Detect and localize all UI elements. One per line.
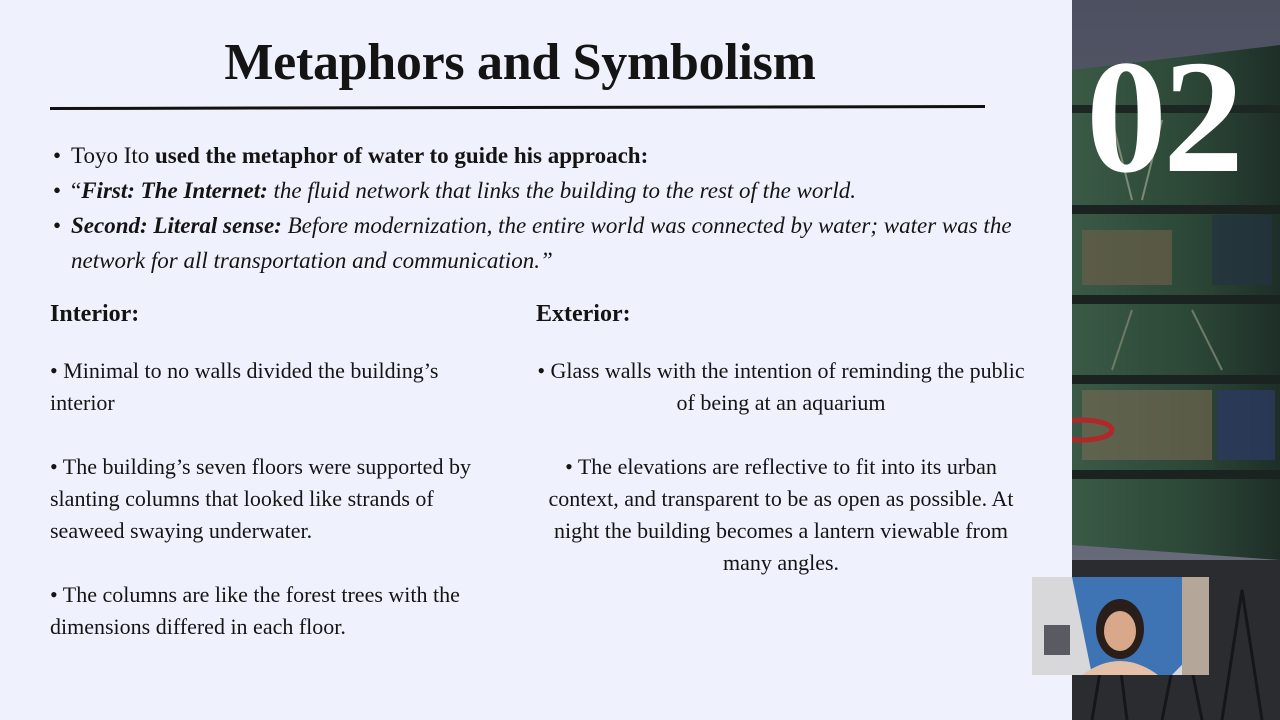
intro-bullets (50, 138, 1040, 278)
first-label: First: The Internet: (81, 178, 268, 203)
bullet-dot: • (53, 143, 62, 168)
interior-point: • Minimal to no walls divided the building’s interior (50, 358, 439, 415)
exterior-point: • The elevations are reflective to fit into its urban context, and transparent to be as open as possible. At night the building becomes a lantern viewable from many angles. (548, 454, 1014, 575)
interior-point: • The columns are like the forest trees with the dimensions differed in each floor. (50, 582, 460, 639)
interior-column (50, 297, 490, 675)
second-text: Before modernization, the entire world was connected by water; water was the network for all transportation and communication.” (71, 213, 1012, 273)
title-underline (50, 105, 985, 110)
webcam-video (1032, 577, 1209, 675)
quote-open: “ (71, 178, 82, 203)
slide-number: 02 (1086, 28, 1240, 207)
approach-plain: Toyo Ito (71, 143, 155, 168)
interior-heading: Interior: (50, 301, 140, 327)
bullet-dot: • (53, 213, 62, 238)
first-text: the fluid network that links the building to the rest of the world. (267, 178, 856, 203)
bullet-dot: • (53, 178, 62, 203)
exterior-heading: Exterior: (536, 301, 631, 327)
bullet-approach (50, 138, 1040, 173)
exterior-column (536, 297, 1026, 611)
bullet-first (50, 173, 1040, 208)
approach-bold: used the metaphor of water to guide his approach: (155, 143, 649, 168)
slide-title: Metaphors and Symbolism (224, 34, 816, 91)
bullet-second (50, 208, 1040, 278)
interior-point: • The building’s seven floors were supported by slanting columns that looked like strands of seaweed swaying underwater. (50, 454, 471, 543)
exterior-point: • Glass walls with the intention of reminding the public of being at an aquarium (537, 358, 1025, 415)
webcam-video-frame (1032, 577, 1209, 675)
second-label: Second: Literal sense: (71, 213, 282, 238)
